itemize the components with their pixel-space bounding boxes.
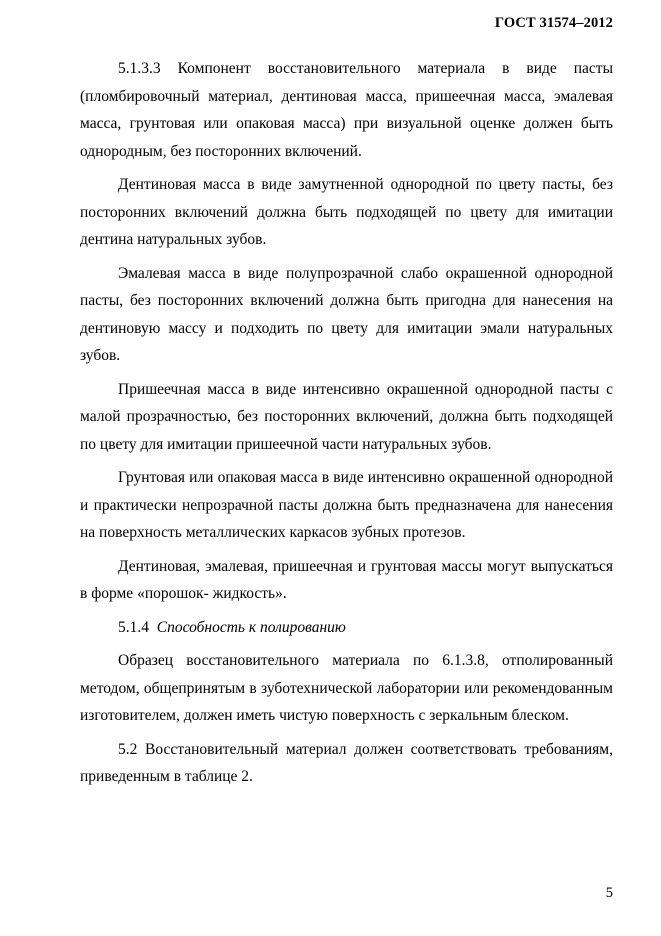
- paragraph-cervical-mass: Пришеечная масса в виде интенсивно окрашенной однородной пасты с малой прозрачностью, без посторонних включений, должна быть подходящей по цвету для имитации пришеечной части натуральных зубов.: [80, 380, 613, 453]
- section-number: 5.1.4: [118, 618, 149, 636]
- document-body: [80, 55, 613, 797]
- paragraph-5-1-3-3: 5.1.3.3 Компонент восстановительного материала в виде пасты (пломбировочный материал, дентиновая масса, пришеечная масса, эмалевая масса, грунтовая или опаковая масса) при визуальной оценке должен быть однородным, без посторонних включений.: [80, 60, 613, 160]
- document-header: ГОСТ 31574–2012: [494, 15, 613, 31]
- paragraph-polishing: Образец восстановительного материала по 6.1.3.8, отполированный методом, общепринятым в зуботехнической лаборатории или рекомендованным изготовителем, должен иметь чистую поверхность с зеркальным блеском.: [80, 652, 613, 724]
- paragraph-powder-liquid: Дентиновая, эмалевая, пришеечная и грунтовая массы могут выпускаться в форме «порошок- жидкость».: [80, 557, 613, 602]
- paragraph-5-2: 5.2 Восстановительный материал должен соответствовать требованиям, приведенным в таблице 2.: [80, 740, 613, 785]
- section-heading-5-1-4: [80, 614, 613, 642]
- page-number: 5: [605, 885, 613, 901]
- paragraph-enamel-mass: Эмалевая масса в виде полупрозрачной слабо окрашенной однородной пасты, без посторонних включений должна быть пригодна для нанесения на дентиновую массу и подходить по цвету для имитации эмали натуральных зубов.: [80, 264, 613, 364]
- section-title: Способность к полированию: [156, 618, 346, 636]
- paragraph-opaque-mass: Грунтовая или опаковая масса в виде интенсивно окрашенной однородной и практически непрозрачной пасты должна быть предназначена для нанесения на поверхность металлических каркасов зубных протезов.: [80, 469, 613, 541]
- paragraph-dentin-mass: Дентиновая масса в виде замутненной однородной по цвету пасты, без посторонних включений должна быть подходящей по цвету для имитации дентина натуральных зубов.: [80, 176, 613, 248]
